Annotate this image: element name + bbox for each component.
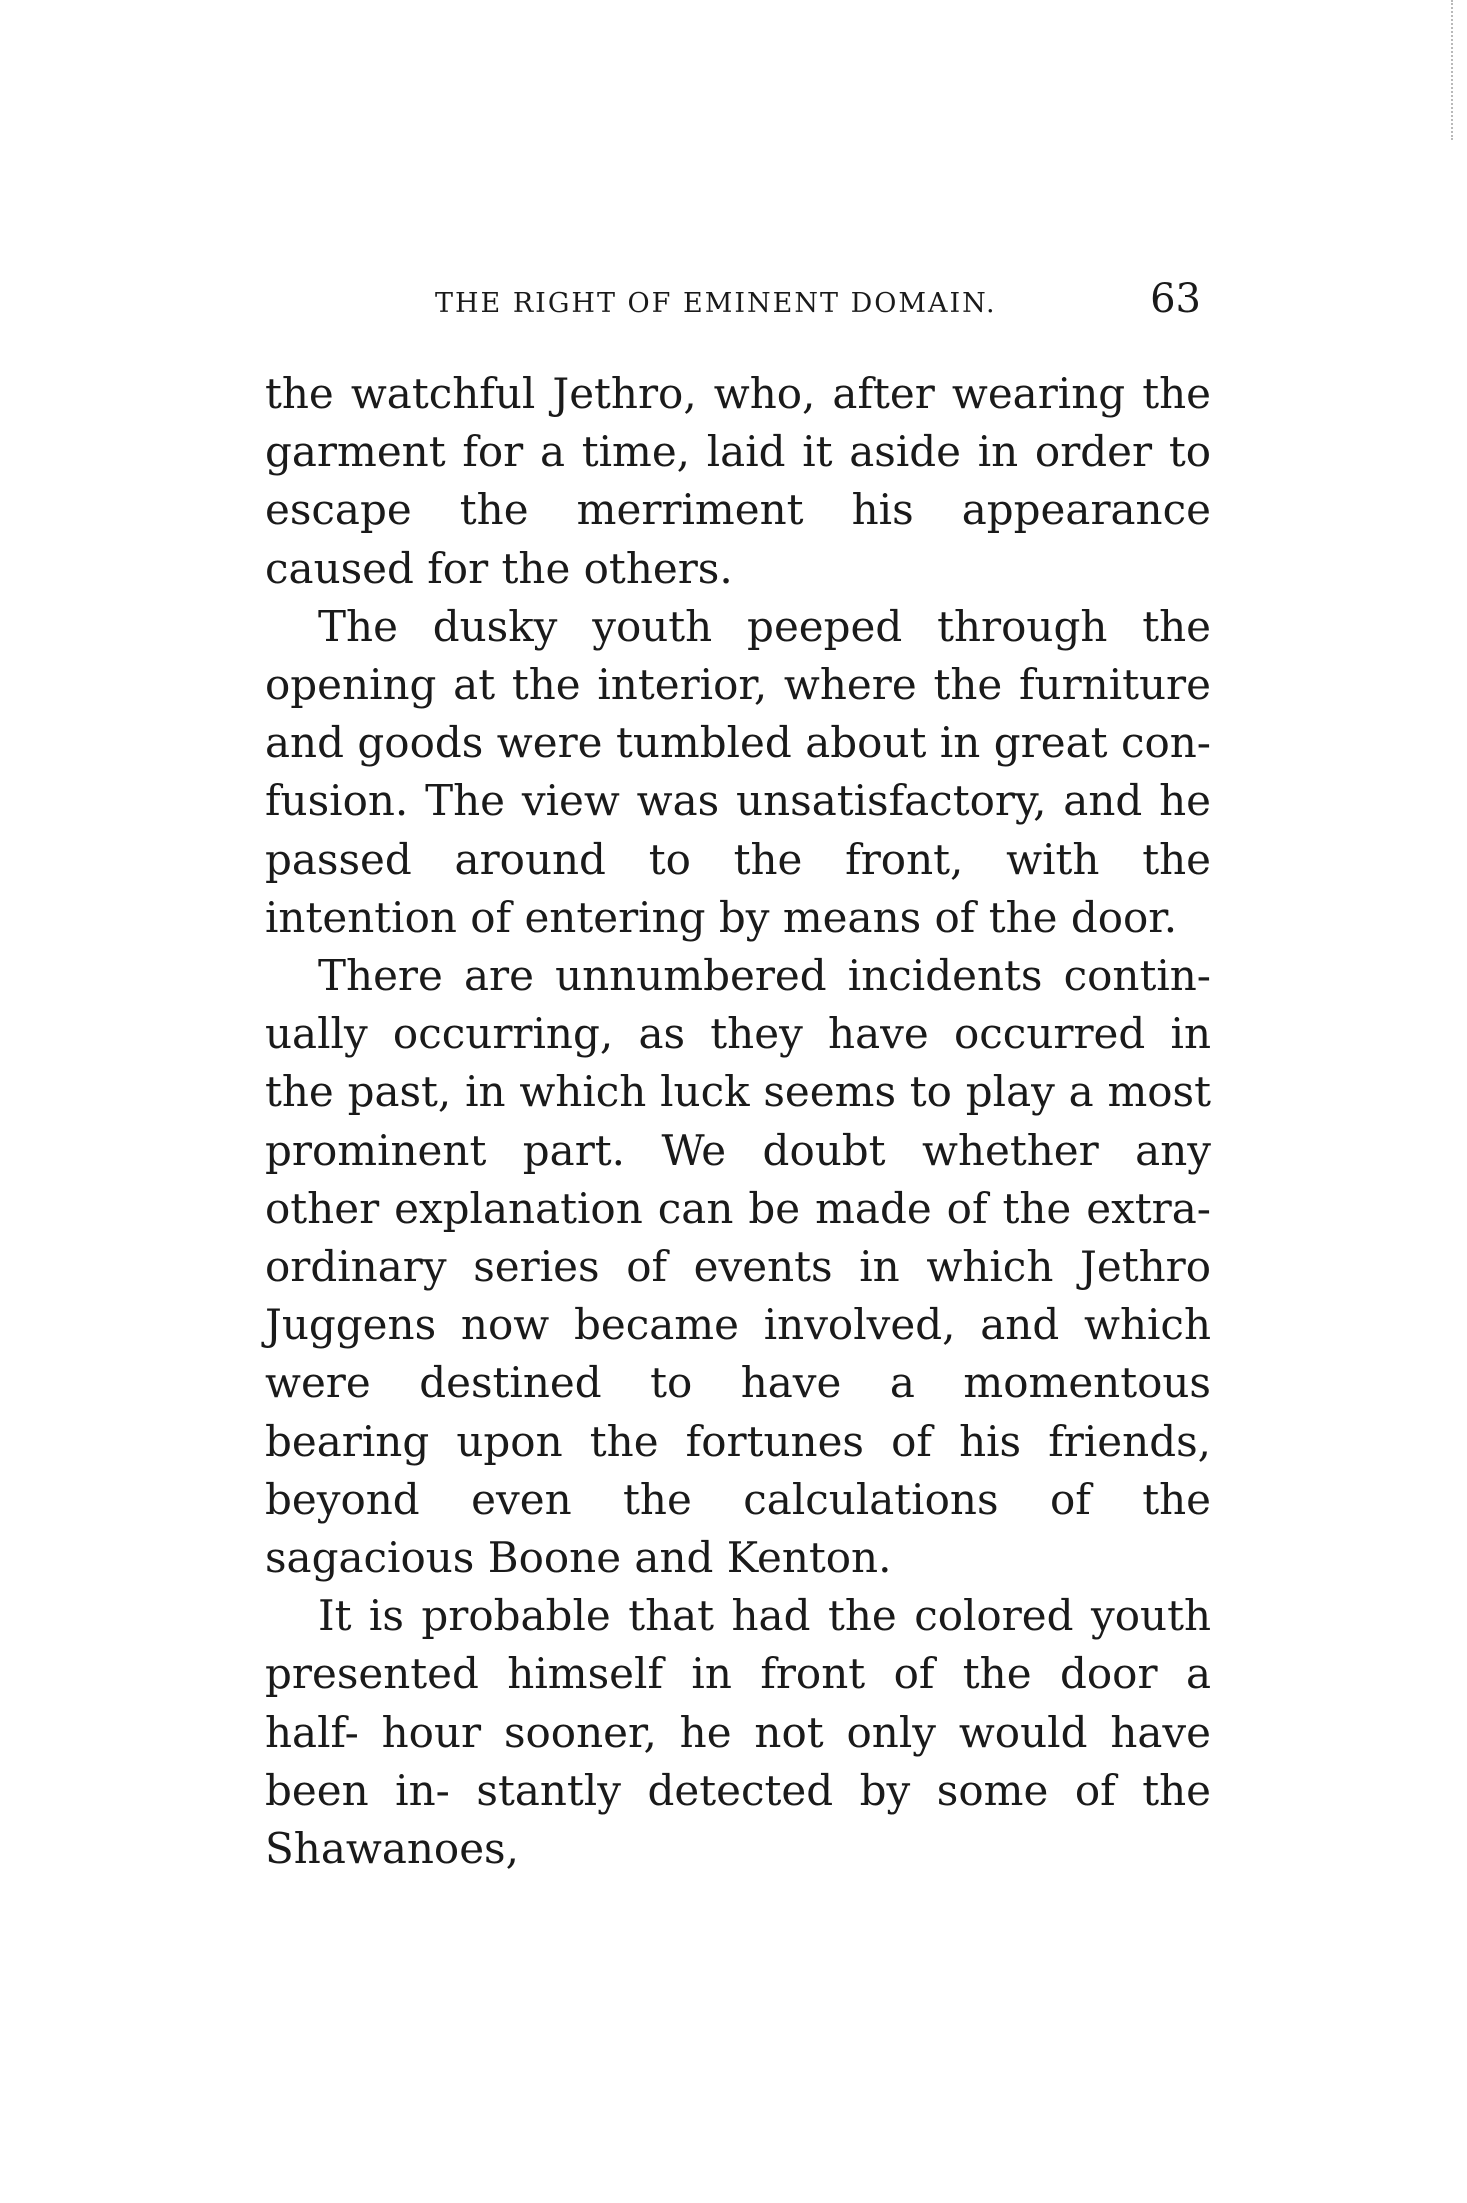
paragraph: the watchful Jethro, who, after wearing the garment for a time, laid it aside in order to escape the merriment his appearance caused for the others. bbox=[265, 369, 1211, 593]
paragraph: There are unnumbered incidents contin- ually occurring, as they have occurred in the past, in which luck seems to play a most prominent part. We doubt whether any other explanation can be made of the extra- ordinary series of events in which Jethro Juggens now became involved, and which were destined to have a momentous bearing upon the fortunes of his friends, beyond even the calculations of the sagacious Boone and Kenton. bbox=[265, 951, 1211, 1583]
paragraph: It is probable that had the colored youth presented himself in front of the door a half- hour sooner, he not only would have been in- stantly detected by some of the Shawanoes, bbox=[265, 1591, 1211, 1874]
margin-dots bbox=[1451, 0, 1457, 140]
page-number: 63 bbox=[1150, 276, 1201, 322]
running-title: THE RIGHT OF EMINENT DOMAIN. bbox=[435, 288, 997, 319]
paragraph: The dusky youth peeped through the opening at the interior, where the furniture and goods were tumbled about in great con- fusion. The view was unsatisfactory, and he passed around to the front, with the intention of entering by means of the door. bbox=[265, 601, 1211, 942]
body-text bbox=[265, 365, 1211, 1878]
running-head bbox=[265, 272, 1215, 332]
